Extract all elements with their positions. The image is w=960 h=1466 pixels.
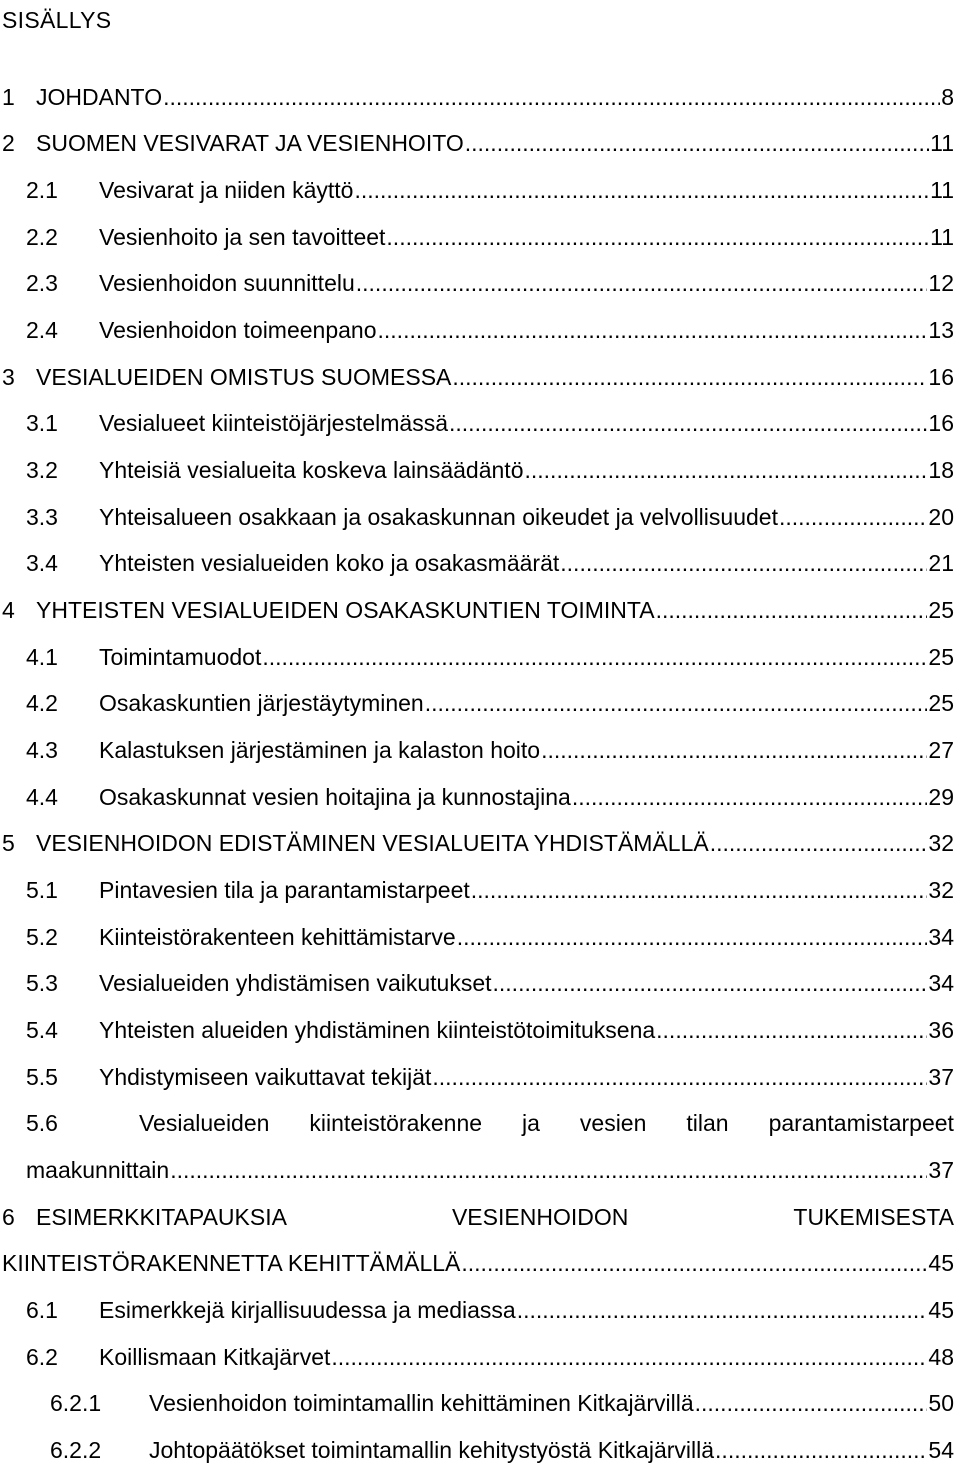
toc-entry[interactable] (26, 1061, 954, 1093)
toc-entry-page: 27 (928, 737, 954, 763)
toc-leader-dots (386, 221, 929, 253)
toc-entry-number: 1 (2, 84, 15, 110)
toc-leader-dots (354, 174, 929, 206)
toc-entry[interactable] (2, 827, 954, 859)
toc-entry-page: 50 (928, 1390, 954, 1416)
toc-entry[interactable] (26, 874, 954, 906)
toc-leader-dots (356, 267, 928, 299)
toc-entry-title: Johtopäätökset toimintamallin kehitystyöstä Kitkajärvillä (149, 1437, 715, 1463)
toc-entry-title-word: parantamistarpeet (768, 1110, 954, 1136)
toc-entry-page: 32 (928, 877, 954, 903)
toc-leader-dots (378, 314, 928, 346)
toc-entry-number: 5.5 (26, 1064, 58, 1090)
toc-entry-number: 3.3 (26, 504, 58, 530)
toc-entry-page: 37 (928, 1064, 954, 1090)
toc-leader-dots (572, 781, 928, 813)
toc-entry-title-word: kiinteistörakenne (309, 1110, 483, 1136)
toc-entry-title-word: ESIMERKKITAPAUKSIA (36, 1204, 287, 1230)
toc-entry-title: Vesialueiden yhdistämisen vaikutukset (99, 970, 492, 996)
toc-entry-number: 4.1 (26, 644, 58, 670)
toc-entry-title: Yhteisalueen osakkaan ja osakaskunnan oikeudet ja velvollisuudet (99, 504, 778, 530)
toc-entry-title: Vesivarat ja niiden käyttö (99, 177, 354, 203)
toc-entry[interactable] (26, 734, 954, 766)
toc-entry-title-word: VESIENHOIDON (451, 1204, 629, 1230)
toc-entry[interactable] (26, 687, 954, 719)
toc-entry[interactable] (26, 221, 954, 253)
toc-entry-number: 3.2 (26, 457, 58, 483)
toc-entry-number: 3.4 (26, 550, 58, 576)
toc-entry-number: 4.4 (26, 784, 58, 810)
toc-entry[interactable] (26, 641, 954, 673)
toc-entry[interactable] (26, 174, 954, 206)
toc-entry[interactable] (26, 407, 954, 439)
toc-entry-number: 2.2 (26, 224, 58, 250)
toc-entry-number: 2.3 (26, 270, 58, 296)
toc-entry-first-line[interactable] (26, 1107, 954, 1139)
toc-leader-dots (715, 1434, 927, 1466)
toc-entry-title: Osakaskunnat vesien hoitajina ja kunnostajina (99, 784, 571, 810)
toc-leader-dots (432, 1061, 927, 1093)
toc-entry-title: VESIALUEIDEN OMISTUS SUOMESSA (36, 364, 452, 390)
toc-entry-number: 5.6 (26, 1110, 58, 1136)
toc-entry-continuation[interactable] (26, 1154, 954, 1186)
toc-entry-title: YHTEISTEN VESIALUEIDEN OSAKASKUNTIEN TOIMINTA (36, 597, 655, 623)
toc-leader-dots (457, 921, 928, 953)
toc-entry-title: Osakaskuntien järjestäytyminen (99, 690, 424, 716)
toc-entry-page: 25 (928, 644, 954, 670)
toc-entry-page: 12 (928, 270, 954, 296)
toc-entry-title: Kalastuksen järjestäminen ja kalaston hoito (99, 737, 541, 763)
toc-entry-number: 4.3 (26, 737, 58, 763)
toc-leader-dots (779, 501, 927, 533)
toc-entry-page: 48 (928, 1344, 954, 1370)
toc-entry-number: 6.2.2 (50, 1437, 102, 1463)
toc-entry-page: 11 (930, 177, 954, 203)
toc-entry-title: Pintavesien tila ja parantamistarpeet (99, 877, 470, 903)
toc-entry-number: 4.2 (26, 690, 58, 716)
toc-entry-title: Yhteisiä vesialueita koskeva lainsäädäntö (99, 457, 524, 483)
toc-entry[interactable] (26, 921, 954, 953)
toc-entry-title: maakunnittain (26, 1157, 170, 1183)
toc-leader-dots (262, 641, 927, 673)
toc-leader-dots (560, 547, 927, 579)
toc-entry-number: 5.3 (26, 970, 58, 996)
toc-entry-page: 54 (928, 1437, 954, 1463)
toc-leader-dots (449, 407, 927, 439)
toc-entry-number: 5 (2, 830, 15, 856)
toc-entry-number: 5.1 (26, 877, 58, 903)
toc-entry-title: Toimintamuodot (99, 644, 262, 670)
toc-entry-page: 25 (928, 690, 954, 716)
toc-leader-dots (461, 1247, 927, 1279)
toc-entry-title: Vesienhoito ja sen tavoitteet (99, 224, 386, 250)
toc-entry-title: Yhdistymiseen vaikuttavat tekijät (99, 1064, 432, 1090)
toc-entry-number: 6 (2, 1204, 15, 1230)
toc-entry-page: 18 (928, 457, 954, 483)
toc-entry[interactable] (26, 501, 954, 533)
toc-entry-title: Yhteisten alueiden yhdistäminen kiinteistötoimituksena (99, 1017, 656, 1043)
toc-leader-dots (710, 827, 928, 859)
toc-entry-title: Yhteisten vesialueiden koko ja osakasmäärät (99, 550, 560, 576)
toc-leader-dots (163, 81, 940, 113)
toc-entry-page: 32 (928, 830, 954, 856)
toc-entry[interactable] (26, 1294, 954, 1326)
toc-entry-page: 25 (928, 597, 954, 623)
toc-entry-page: 45 (928, 1250, 954, 1276)
toc-leader-dots (471, 874, 928, 906)
toc-entry[interactable] (2, 594, 954, 626)
toc-leader-dots (170, 1154, 927, 1186)
toc-entry-title-word: ja (522, 1110, 540, 1136)
toc-entry-title-word: TUKEMISESTA (793, 1204, 954, 1230)
toc-entry-number: 2.4 (26, 317, 58, 343)
toc-entry-page: 11 (930, 224, 954, 250)
toc-entry-title: JOHDANTO (36, 84, 163, 110)
toc-entry-number: 4 (2, 597, 15, 623)
toc-entry-title-word: tilan (686, 1110, 729, 1136)
toc-entry-title: VESIENHOIDON EDISTÄMINEN VESIALUEITA YHDISTÄMÄLLÄ (36, 830, 709, 856)
toc-entry-page: 13 (928, 317, 954, 343)
toc-entry-title: Vesialueet kiinteistöjärjestelmässä (99, 410, 449, 436)
toc-entry-page: 29 (928, 784, 954, 810)
toc-entry-page: 16 (928, 410, 954, 436)
toc-entry[interactable] (50, 1387, 954, 1419)
toc-leader-dots (517, 1294, 928, 1326)
toc-entry[interactable] (26, 267, 954, 299)
toc-entry-number: 6.1 (26, 1297, 58, 1323)
toc-leader-dots (452, 361, 927, 393)
toc-entry[interactable] (26, 547, 954, 579)
toc-entry-page: 11 (930, 130, 954, 156)
toc-leader-dots (656, 594, 928, 626)
toc-entry-title: Vesienhoidon toimeenpano (99, 317, 377, 343)
toc-entry-number: 5.2 (26, 924, 58, 950)
toc-entry-page: 45 (928, 1297, 954, 1323)
toc-entry-page: 34 (928, 970, 954, 996)
toc-entry-title: Kiinteistörakenteen kehittämistarve (99, 924, 456, 950)
toc-entry-title: Vesienhoidon toimintamallin kehittäminen Kitkajärvillä (149, 1390, 694, 1416)
toc-entry-number: 3.1 (26, 410, 58, 436)
toc-entry-continuation[interactable] (2, 1247, 954, 1279)
toc-entry-number: 6.2 (26, 1344, 58, 1370)
toc-entry[interactable] (2, 81, 954, 113)
toc-entry-title: Vesienhoidon suunnittelu (99, 270, 355, 296)
toc-entry[interactable] (26, 1341, 954, 1373)
toc-entry-title: SUOMEN VESIVARAT JA VESIENHOITO (36, 130, 464, 156)
toc-leader-dots (465, 127, 929, 159)
toc-entry[interactable] (2, 127, 954, 159)
toc-entry[interactable] (2, 361, 954, 393)
toc-entry[interactable] (26, 454, 954, 486)
toc-entry-page: 20 (928, 504, 954, 530)
toc-entry-number: 6.2.1 (50, 1390, 102, 1416)
toc-leader-dots (541, 734, 927, 766)
toc-entry-page: 16 (928, 364, 954, 390)
toc-entry-number: 5.4 (26, 1017, 58, 1043)
toc-entry-title: Esimerkkejä kirjallisuudessa ja mediassa (99, 1297, 516, 1323)
toc-entry-number: 2 (2, 130, 15, 156)
toc-entry-page: 21 (928, 550, 954, 576)
toc-entry-title: Koillismaan Kitkajärvet (99, 1344, 331, 1370)
toc-entry[interactable] (26, 781, 954, 813)
toc-entry-title-word: Vesialueiden (138, 1110, 270, 1136)
toc-entry[interactable] (26, 314, 954, 346)
toc-entry-page: 34 (928, 924, 954, 950)
toc-entry-title-word: vesien (579, 1110, 647, 1136)
toc-entry-number: 2.1 (26, 177, 58, 203)
toc-entry[interactable] (26, 967, 954, 999)
toc-leader-dots (425, 687, 928, 719)
toc-leader-dots (493, 967, 928, 999)
toc-entry-page: 36 (928, 1017, 954, 1043)
toc-leader-dots (656, 1014, 927, 1046)
toc-heading: SISÄLLYS (2, 7, 112, 33)
toc-entry[interactable] (50, 1434, 954, 1466)
toc-leader-dots (525, 454, 928, 486)
toc-entry[interactable] (26, 1014, 954, 1046)
toc-entry-page: 37 (928, 1157, 954, 1183)
toc-entry-title: KIINTEISTÖRAKENNETTA KEHITTÄMÄLLÄ (2, 1250, 461, 1276)
toc-entry-first-line[interactable] (2, 1201, 954, 1233)
toc-leader-dots (331, 1341, 927, 1373)
toc-entry-number: 3 (2, 364, 15, 390)
toc-entry-page: 8 (941, 84, 954, 110)
toc-leader-dots (695, 1387, 928, 1419)
